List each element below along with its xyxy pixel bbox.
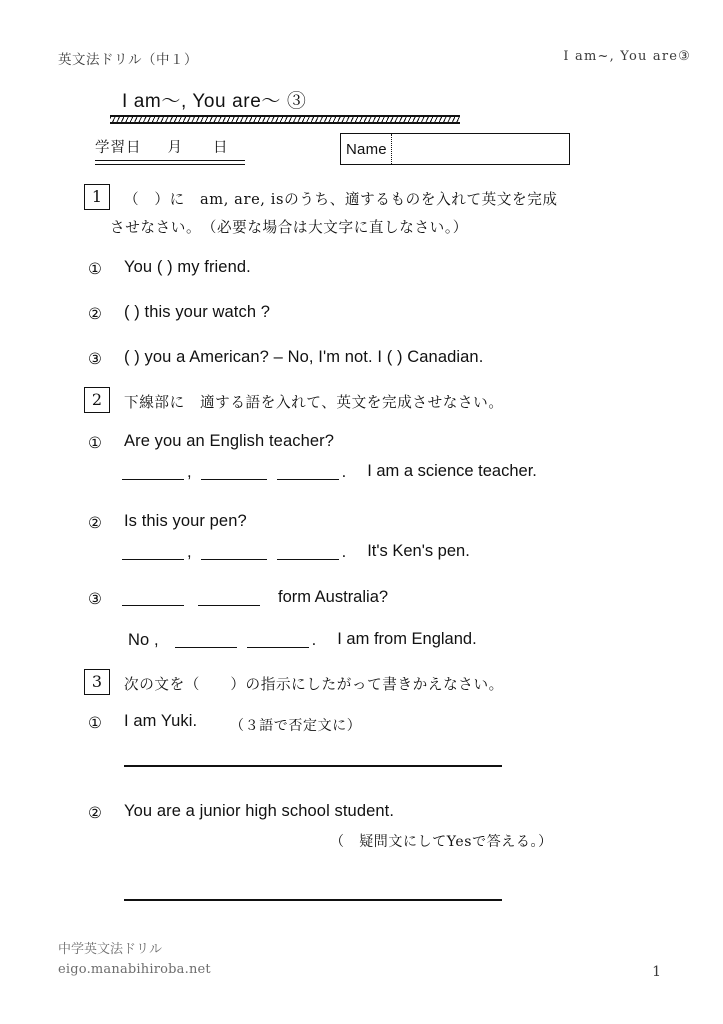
section-2-item-2-answer-tail: It's Ken's pen. bbox=[367, 542, 470, 560]
name-input[interactable] bbox=[392, 134, 569, 164]
section-2-item-2-answer-row[interactable] bbox=[122, 542, 470, 560]
answer-blank[interactable] bbox=[122, 463, 184, 480]
section-1-item-3-marker: ③ bbox=[88, 350, 102, 368]
section-2-item-3-prompt-row[interactable] bbox=[122, 588, 388, 606]
study-date-label: 学習日 bbox=[95, 140, 142, 156]
name-label: Name bbox=[346, 140, 387, 158]
name-box[interactable] bbox=[340, 133, 570, 165]
section-2-item-2-prompt: Is this your pen? bbox=[124, 512, 247, 530]
section-1-instruction-line2: させなさい。 （必要な場合は大文字に直しなさい。） bbox=[110, 219, 468, 236]
section-3-item-1-direction: （３語で否定文に） bbox=[230, 718, 362, 734]
page-title: I am～, You are～ ③ bbox=[122, 91, 307, 112]
footer bbox=[58, 940, 211, 980]
header-left-text: 英文法ドリル（中１） bbox=[58, 52, 198, 68]
section-2-item-3-answer-lead: No , bbox=[128, 630, 159, 649]
section-2-item-1-answer-tail: I am a science teacher. bbox=[367, 462, 537, 480]
section-1-item-2-text[interactable]: ( ) this your watch ? bbox=[124, 303, 271, 321]
header-right-text: I am~, You are③ bbox=[563, 49, 691, 64]
answer-blank[interactable] bbox=[201, 543, 267, 560]
section-number-3: 3 bbox=[84, 669, 110, 695]
period-separator: . bbox=[341, 542, 347, 561]
section-number-1: 1 bbox=[84, 184, 110, 210]
section-2-instruction-line1: 下線部に 適する語を入れて、英文を完成させなさい。 bbox=[124, 394, 504, 411]
section-2-item-1-prompt: Are you an English teacher? bbox=[124, 432, 334, 450]
section-2-item-2-marker: ② bbox=[88, 514, 102, 532]
section-1-item-1-marker: ① bbox=[88, 260, 102, 278]
section-3-item-2-marker: ② bbox=[88, 804, 102, 822]
section-3-item-1-answer-line[interactable] bbox=[124, 765, 502, 767]
section-1-item-1-text[interactable]: You ( ) my friend. bbox=[124, 258, 251, 276]
section-2-item-3-answer-row[interactable] bbox=[128, 630, 477, 648]
footer-url: eigo.manabihiroba.net bbox=[58, 961, 211, 977]
period-separator: . bbox=[311, 630, 317, 649]
period-separator: . bbox=[341, 462, 347, 481]
answer-blank[interactable] bbox=[201, 463, 267, 480]
study-date-underline-rule bbox=[95, 160, 245, 165]
section-1-item-3-text[interactable]: ( ) you a American? – No, I'm not. I ( ) Canadian. bbox=[124, 348, 484, 366]
title-block bbox=[110, 86, 480, 124]
section-1-instruction-line1: （ ）に am, are, isのうち、適するものを入れて英文を完成 bbox=[124, 191, 558, 208]
answer-blank[interactable] bbox=[277, 463, 339, 480]
study-date-day-unit: 日 bbox=[213, 140, 229, 156]
section-2-item-3-answer-tail: I am from England. bbox=[337, 630, 477, 648]
comma-separator: , bbox=[187, 542, 192, 561]
section-2-item-3-prompt-tail: form Australia? bbox=[278, 588, 389, 606]
running-header bbox=[0, 48, 723, 70]
title-underline-rule bbox=[110, 115, 460, 124]
section-3-instruction-line1: 次の文を（ ）の指示にしたがって書きかえなさい。 bbox=[124, 676, 504, 693]
section-3-item-1-marker: ① bbox=[88, 714, 102, 732]
answer-blank[interactable] bbox=[198, 589, 260, 606]
section-2-item-3-marker: ③ bbox=[88, 590, 102, 608]
section-3-item-2-answer-line[interactable] bbox=[124, 899, 502, 901]
section-number-2: 2 bbox=[84, 387, 110, 413]
answer-blank[interactable] bbox=[247, 631, 309, 648]
section-3-item-1-sentence: I am Yuki. bbox=[124, 712, 198, 730]
answer-blank[interactable] bbox=[175, 631, 237, 648]
answer-blank[interactable] bbox=[122, 543, 184, 560]
answer-blank[interactable] bbox=[122, 589, 184, 606]
page-number: 1 bbox=[652, 964, 661, 980]
section-3-item-2-direction: （ 疑問文にしてYesで答える。） bbox=[330, 834, 553, 850]
study-date-block bbox=[95, 136, 245, 165]
study-date-month-unit: 月 bbox=[167, 140, 183, 156]
comma-separator: , bbox=[187, 462, 192, 481]
footer-site-name: 中学英文法ドリル bbox=[58, 941, 163, 957]
section-1-item-2-marker: ② bbox=[88, 305, 102, 323]
section-2-item-1-answer-row[interactable] bbox=[122, 462, 537, 480]
section-2-item-1-marker: ① bbox=[88, 434, 102, 452]
section-3-item-2-sentence: You are a junior high school student. bbox=[124, 802, 395, 820]
answer-blank[interactable] bbox=[277, 543, 339, 560]
